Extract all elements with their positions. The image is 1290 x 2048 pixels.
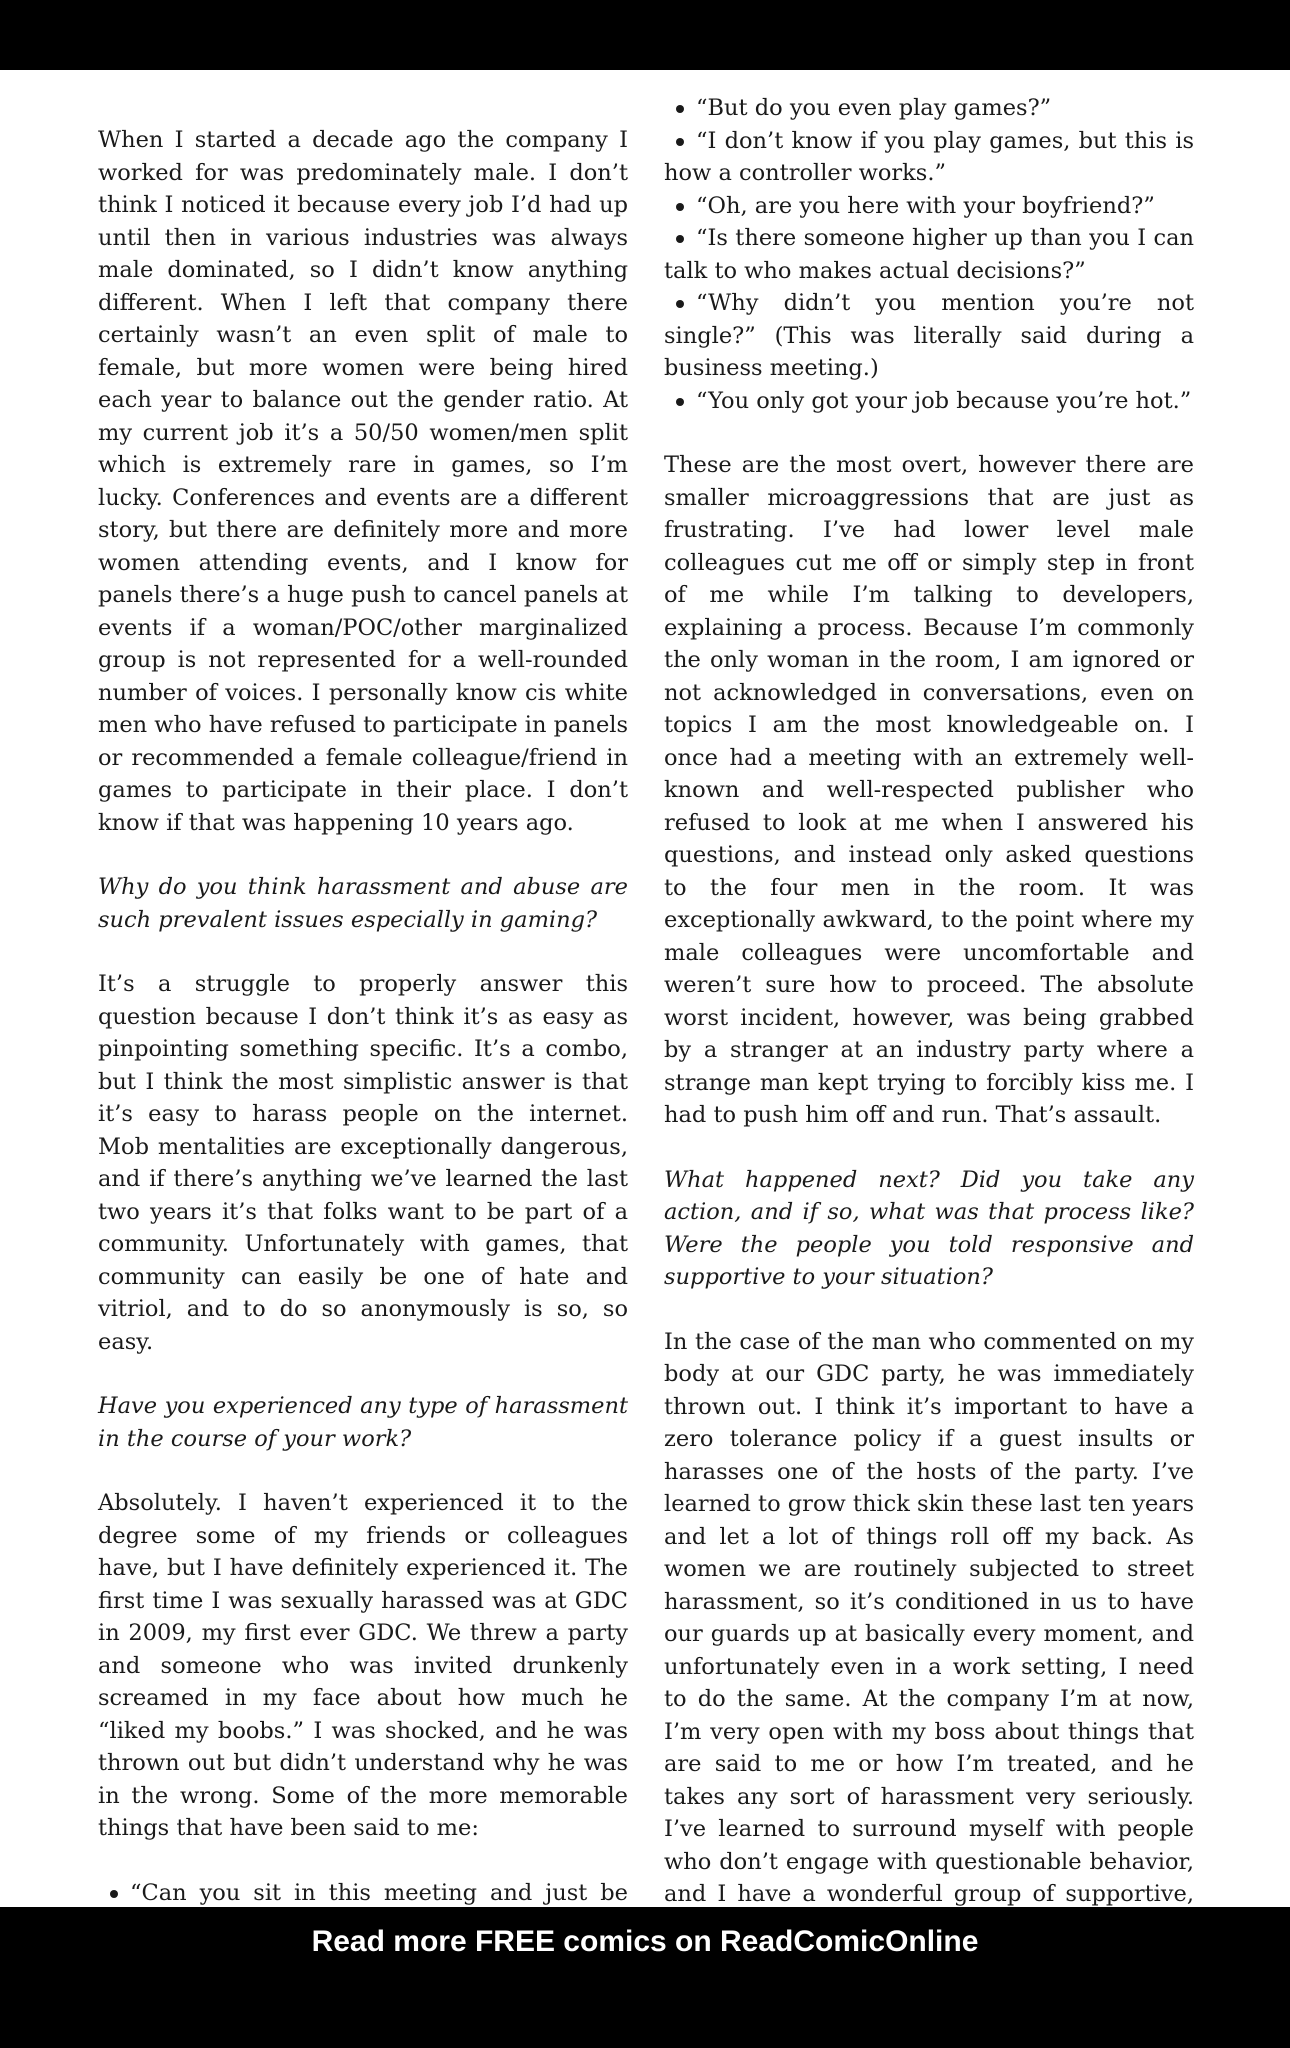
paragraph: When I started a decade ago the company I worked for was predominately male. I don’t think I noticed it because every job I’d had up until then in various industries was always male dominated, so I didn’t know anything different. When I left that company there certainly wasn’t an even split of male to female, but more women were being hired each year to balance out the gender ratio. At my current job it’s a 50/50 women/men split which is extremely rare in games, so I’m lucky. Conferences and events are a different story, but there are definitely more and more women attending events, and I know for panels there’s a huge push to cancel panels at events if a woman/POC/other marginalized group is not represented for a well-rounded number of voices. I personally know cis white men who have refused to participate in panels or recommended a female colleague/friend in games to participate in their place. I don’t know if that was happening 10 years ago.: [98, 127, 629, 836]
bullet-icon: [676, 138, 684, 146]
right-text-column: [664, 92, 1194, 1907]
bullet-icon: [676, 235, 684, 243]
bullet-icon: [676, 398, 684, 406]
bullet-icon: [676, 105, 684, 113]
top-black-bar: [0, 0, 1290, 70]
list-item: [664, 190, 1194, 223]
bullet-icon: [676, 203, 684, 211]
bullet-icon: [676, 300, 684, 308]
list-item-text: “You only got your job because you’re hot.”: [696, 387, 1192, 414]
quote-list: [664, 92, 1194, 417]
paragraph: Absolutely. I haven’t experienced it to the degree some of my friends or colleagues have, but I have definitely experienced it. The first time I was sexually harassed was at GDC in 2009, my first ever GDC. We threw a party and someone who was invited drunkenly screamed in my face about how much he “liked my boobs.” I was shocked, and he was thrown out but didn’t understand why he was in the wrong. Some of the more memorable things that have been said to me:: [98, 1490, 628, 1841]
list-item: [664, 92, 1194, 125]
paragraph: It’s a struggle to properly answer this question because I don’t think it’s as easy as pinpointing something specific. It’s a combo, but I think the most simplistic answer is that it’s easy to harass people on the internet. Mob mentalities are exceptionally dangerous, and if there’s anything we’ve learned the last two years it’s that folks want to be part of a community. Unfortunately with games, that community can easily be one of hate and vitriol, and to do so anonymously is so, so easy.: [98, 971, 628, 1355]
paragraph: These are the most overt, however there are smaller microaggressions that are just as frustrating. I’ve had lower level male colleagues cut me off or simply step in front of me while I’m talking to developers, explaining a process. Because I’m commonly the only woman in the room, I am ignored or not acknowledged in conversations, even on topics I am the most knowledgeable on. I once had a meeting with an extremely well-known and well-respected publisher who refused to look at me when I answered his questions, and instead only asked questions to the four men in the room. It was exceptionally awkward, to the point where my male colleagues were uncomfortable and weren’t sure how to proceed. The absolute worst incident, however, was being grabbed by a stranger at an industry party where a strange man kept trying to forcibly kiss me. I had to push him off and run. That’s assault.: [664, 452, 1194, 1128]
list-item-text: “Oh, are you here with your boyfriend?”: [696, 192, 1155, 219]
quote-list: [98, 1877, 628, 1908]
paragraph: In the case of the man who commented on my body at our GDC party, he was immediately thrown out. I think it’s important to have a zero tolerance policy if a guest insults or harasses one of the hosts of the party. I’ve learned to grow thick skin these last ten years and let a lot of things roll off my back. As women we are routinely subjected to street harassment, so it’s conditioned in us to have our guards up at basically every moment, and unfortunately even in a work setting, I need to do the same. At the company I’m at now, I’m very open with my boss about things that are said to me or how I’m treated, and he takes any sort of harassment very seriously. I’ve learned to surround myself with people who don’t engage with questionable behavior, and I have a wonderful group of supportive,: [664, 1328, 1194, 1907]
comic-page: [0, 70, 1290, 1907]
bullet-icon: [110, 1890, 118, 1898]
interview-question: Why do you think harassment and abuse are such prevalent issues especially in gaming?: [98, 874, 628, 933]
interview-question: What happened next? Did you take any action, and if so, what was that process like? Were the people you told responsive and supportive to your situation?: [664, 1166, 1194, 1290]
list-item: [664, 222, 1194, 287]
list-item: [664, 385, 1194, 418]
footer-promo-link[interactable]: Read more FREE comics on ReadComicOnline: [311, 1925, 979, 1958]
list-item: [664, 287, 1194, 385]
list-item-text: “Why didn’t you mention you’re not single?” (This was literally said during a business meeting.): [664, 290, 1194, 381]
list-item-text: “Can you sit in this meeting and just be: [130, 1879, 628, 1906]
interview-question: Have you experienced any type of harassment in the course of your work?: [98, 1393, 628, 1452]
list-item-text: “But do you even play games?”: [696, 95, 1052, 121]
list-item: [664, 125, 1194, 190]
left-text-column: [98, 124, 628, 1907]
list-item-text: “Is there someone higher up than you I can talk to who makes actual decisions?”: [664, 225, 1194, 284]
list-item: [98, 1877, 628, 1908]
list-item-text: “I don’t know if you play games, but this is how a controller works.”: [664, 127, 1194, 186]
